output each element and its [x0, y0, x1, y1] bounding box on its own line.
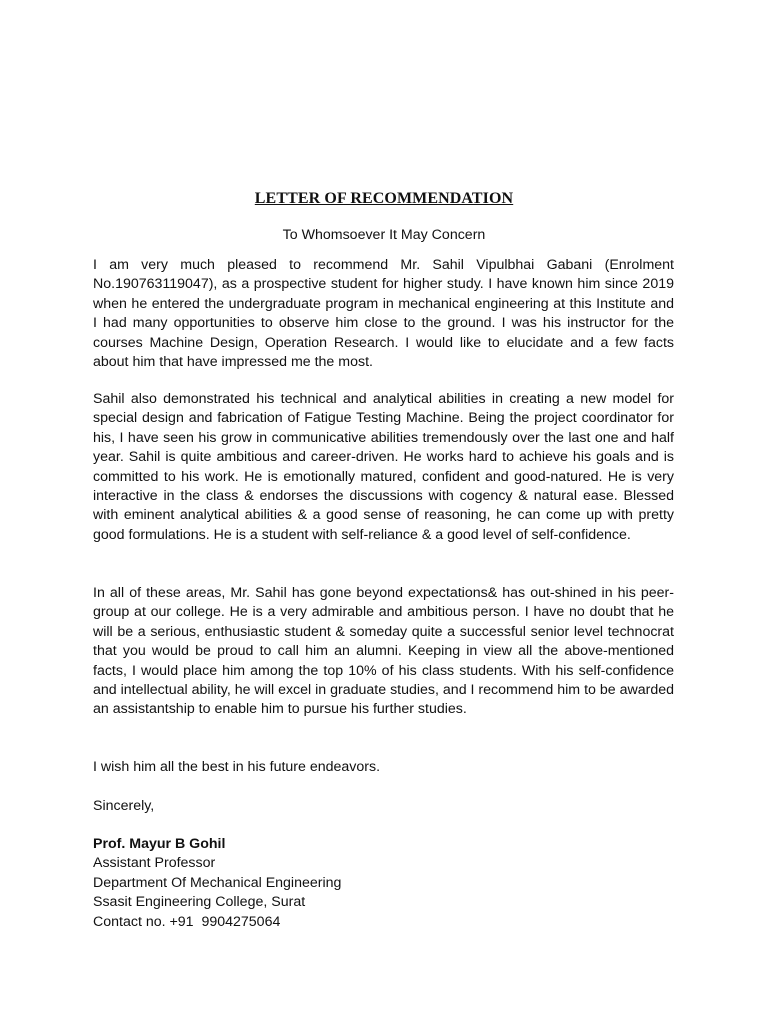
signatory-name: Prof. Mayur B Gohil [93, 836, 226, 852]
paragraph-intro: I am very much pleased to recommend Mr. Sahil Vipulbhai Gabani (Enrolment No.190763119047), as a prospective student for higher study. I have known him since 2019 when he entered the undergraduate program in mechanical engineering at this Institute and I had many opportunities to observe him close to the ground. I was his instructor for the courses Machine Design, Operation Research. I would like to elucidate and a few facts about him that have impressed me the most. [93, 257, 674, 371]
paragraph-abilities: Sahil also demonstrated his technical and analytical abilities in creating a new model for special design and fabrication of Fatigue Testing Machine. Being the project coordinator for his, I have seen his grow in communicative abilities tremendously over the last one and half year. Sahil is quite ambitious and career-driven. He works hard to achieve his goals and is committed to his work. He is emotionally matured, confident and good-natured. He is very interactive in the class & endorses the discussions with cogency & natural ease. Blessed with eminent analytical abilities & a good sense of reasoning, he can come up with pretty good formulations. He is a student with self-reliance & a good level of self-confidence. [93, 391, 674, 543]
paragraph-wishes: I wish him all the best in his future endeavors. [93, 759, 381, 775]
letter-title: LETTER OF RECOMMENDATION [254, 190, 514, 207]
signatory-contact: Contact no. +91 9904275064 [93, 913, 281, 930]
signatory-designation: Assistant Professor [93, 855, 216, 872]
paragraph-assessment: In all of these areas, Mr. Sahil has gone beyond expectations& has out-shined in his peer-group at our college. He is a very admirable and ambitious person. I have no doubt that he will be a serious, enthusiastic student & someday quite a successful senior level technocrat that you would be proud to call him an alumni. Keeping in view all the above-mentioned facts, I would place him among the top 10% of his class students. With his self-confidence and intellectual ability, he will excel in graduate studies, and I recommend him to be awarded an assistantship to enable him to pursue his further studies. [93, 585, 674, 718]
salutation: To Whomsoever It May Concern [282, 227, 486, 243]
signature-block [93, 835, 674, 932]
signatory-college: Ssasit Engineering College, Surat [93, 894, 306, 911]
closing: Sincerely, [93, 798, 155, 814]
signatory-department: Department Of Mechanical Engineering [93, 874, 342, 891]
